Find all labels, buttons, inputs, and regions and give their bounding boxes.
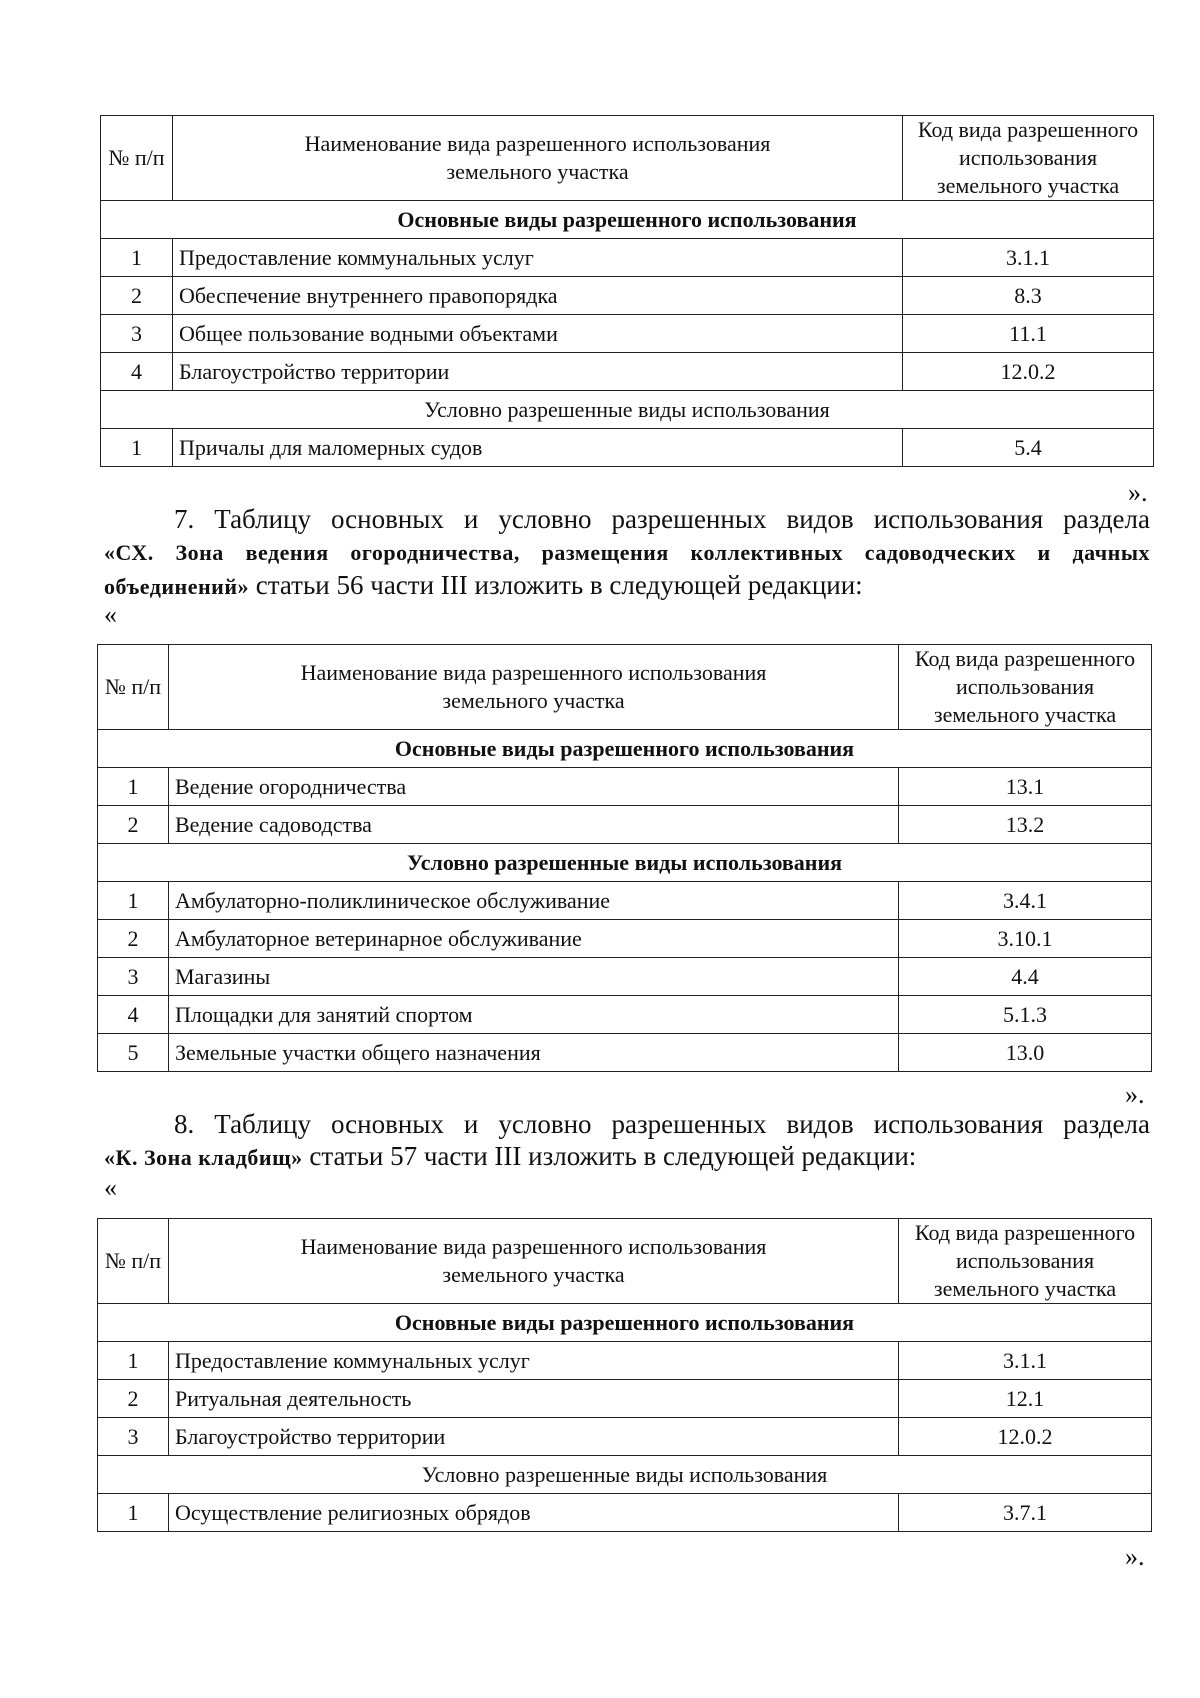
header-name-line1: Наименование вида разрешенного использования — [300, 660, 767, 685]
section-row — [101, 201, 1154, 239]
row-name: Общее пользование водными объектами — [173, 315, 903, 353]
table-row — [98, 996, 1152, 1034]
row-name: Осуществление религиозных обрядов — [169, 1494, 899, 1532]
row-name: Амбулаторно-поликлиническое обслуживание — [169, 882, 899, 920]
paragraph-7-line2: «СХ. Зона ведения огородничества, размещения коллективных садоводческих и дачных — [104, 540, 1150, 565]
header-name — [173, 116, 903, 201]
row-code: 12.0.2 — [903, 353, 1154, 391]
table-row — [98, 1494, 1152, 1532]
header-name-line1: Наименование вида разрешенного использования — [304, 131, 771, 156]
row-name: Земельные участки общего назначения — [169, 1034, 899, 1072]
row-num: 1 — [98, 1494, 169, 1532]
header-name — [169, 1219, 899, 1304]
header-num: № п/п — [98, 1219, 169, 1304]
table-row — [98, 882, 1152, 920]
row-code: 3.4.1 — [899, 882, 1152, 920]
header-name — [169, 645, 899, 730]
header-name-line2: земельного участка — [442, 1262, 625, 1287]
table-row — [98, 1342, 1152, 1380]
row-num: 3 — [98, 958, 169, 996]
row-num: 3 — [98, 1418, 169, 1456]
paragraph-8-line1: 8. Таблицу основных и условно разрешенных видов использования раздела — [174, 1109, 1150, 1139]
table-row — [98, 1034, 1152, 1072]
zone-table-1 — [100, 115, 1154, 467]
header-num: № п/п — [101, 116, 173, 201]
row-name: Благоустройство территории — [169, 1418, 899, 1456]
row-num: 1 — [98, 882, 169, 920]
section-row — [101, 391, 1154, 429]
row-code: 12.0.2 — [899, 1418, 1152, 1456]
row-code: 5.1.3 — [899, 996, 1152, 1034]
table-header-row — [101, 116, 1154, 201]
header-name-line2: земельного участка — [442, 688, 625, 713]
row-code: 3.1.1 — [903, 239, 1154, 277]
row-name: Благоустройство территории — [173, 353, 903, 391]
table-row — [98, 806, 1152, 844]
row-name: Ведение огородничества — [169, 768, 899, 806]
row-name: Предоставление коммунальных услуг — [173, 239, 903, 277]
row-num: 4 — [98, 996, 169, 1034]
table-row — [98, 920, 1152, 958]
section-title-main: Основные виды разрешенного использования — [98, 1304, 1152, 1342]
row-code: 13.1 — [899, 768, 1152, 806]
row-name: Магазины — [169, 958, 899, 996]
row-code: 3.1.1 — [899, 1342, 1152, 1380]
row-code: 13.0 — [899, 1034, 1152, 1072]
row-code: 13.2 — [899, 806, 1152, 844]
section-row — [98, 1456, 1152, 1494]
opening-quote-2: « — [104, 600, 117, 629]
paragraph-8-line2: «К. Зона кладбищ» статьи 57 части III изложить в следующей редакции: — [104, 1141, 917, 1171]
row-code: 3.10.1 — [899, 920, 1152, 958]
paragraph-8 — [104, 1108, 1150, 1174]
paragraph-7-line1: 7. Таблицу основных и условно разрешенных видов использования раздела — [174, 504, 1150, 534]
zone-table-2 — [97, 644, 1152, 1072]
row-name: Предоставление коммунальных услуг — [169, 1342, 899, 1380]
table-row — [98, 958, 1152, 996]
table-row — [98, 1418, 1152, 1456]
section-title-conditional: Условно разрешенные виды использования — [98, 1456, 1152, 1494]
section-title-conditional: Условно разрешенные виды использования — [101, 391, 1154, 429]
section-title-main: Основные виды разрешенного использования — [101, 201, 1154, 239]
header-name-line1: Наименование вида разрешенного использования — [300, 1234, 767, 1259]
table-row — [101, 315, 1154, 353]
row-num: 5 — [98, 1034, 169, 1072]
header-code: Код вида разрешенного использования земельного участка — [899, 1219, 1152, 1304]
row-num: 4 — [101, 353, 173, 391]
header-code: Код вида разрешенного использования земельного участка — [903, 116, 1154, 201]
section-row — [98, 730, 1152, 768]
row-code: 8.3 — [903, 277, 1154, 315]
row-name: Ритуальная деятельность — [169, 1380, 899, 1418]
table-header-row — [98, 1219, 1152, 1304]
row-num: 3 — [101, 315, 173, 353]
row-num: 1 — [98, 1342, 169, 1380]
row-num: 2 — [98, 920, 169, 958]
header-num: № п/п — [98, 645, 169, 730]
table-row — [101, 239, 1154, 277]
table-header-row — [98, 645, 1152, 730]
row-code: 11.1 — [903, 315, 1154, 353]
row-name: Амбулаторное ветеринарное обслуживание — [169, 920, 899, 958]
table-row — [101, 277, 1154, 315]
row-name: Обеспечение внутреннего правопорядка — [173, 277, 903, 315]
table-row — [101, 353, 1154, 391]
closing-quote-1: ». — [1128, 478, 1148, 507]
closing-quote-3: ». — [1125, 1542, 1145, 1571]
row-num: 1 — [101, 429, 173, 467]
table-row — [101, 429, 1154, 467]
section-title-conditional: Условно разрешенные виды использования — [98, 844, 1152, 882]
header-name-line2: земельного участка — [446, 159, 629, 184]
closing-quote-2: ». — [1125, 1080, 1145, 1109]
table-row — [98, 1380, 1152, 1418]
section-row — [98, 844, 1152, 882]
row-code: 12.1 — [899, 1380, 1152, 1418]
row-code: 4.4 — [899, 958, 1152, 996]
row-name: Причалы для маломерных судов — [173, 429, 903, 467]
opening-quote-3: « — [104, 1173, 117, 1202]
section-row — [98, 1304, 1152, 1342]
row-num: 2 — [98, 806, 169, 844]
row-code: 3.7.1 — [899, 1494, 1152, 1532]
row-num: 2 — [98, 1380, 169, 1418]
table-row — [98, 768, 1152, 806]
paragraph-7 — [104, 503, 1150, 603]
header-code: Код вида разрешенного использования земельного участка — [899, 645, 1152, 730]
row-name: Площадки для занятий спортом — [169, 996, 899, 1034]
row-name: Ведение садоводства — [169, 806, 899, 844]
section-title-main: Основные виды разрешенного использования — [98, 730, 1152, 768]
zone-table-3 — [97, 1218, 1152, 1532]
row-num: 1 — [101, 239, 173, 277]
paragraph-7-line3: объединений» статьи 56 части III изложить в следующей редакции: — [104, 570, 863, 600]
row-num: 2 — [101, 277, 173, 315]
row-num: 1 — [98, 768, 169, 806]
row-code: 5.4 — [903, 429, 1154, 467]
